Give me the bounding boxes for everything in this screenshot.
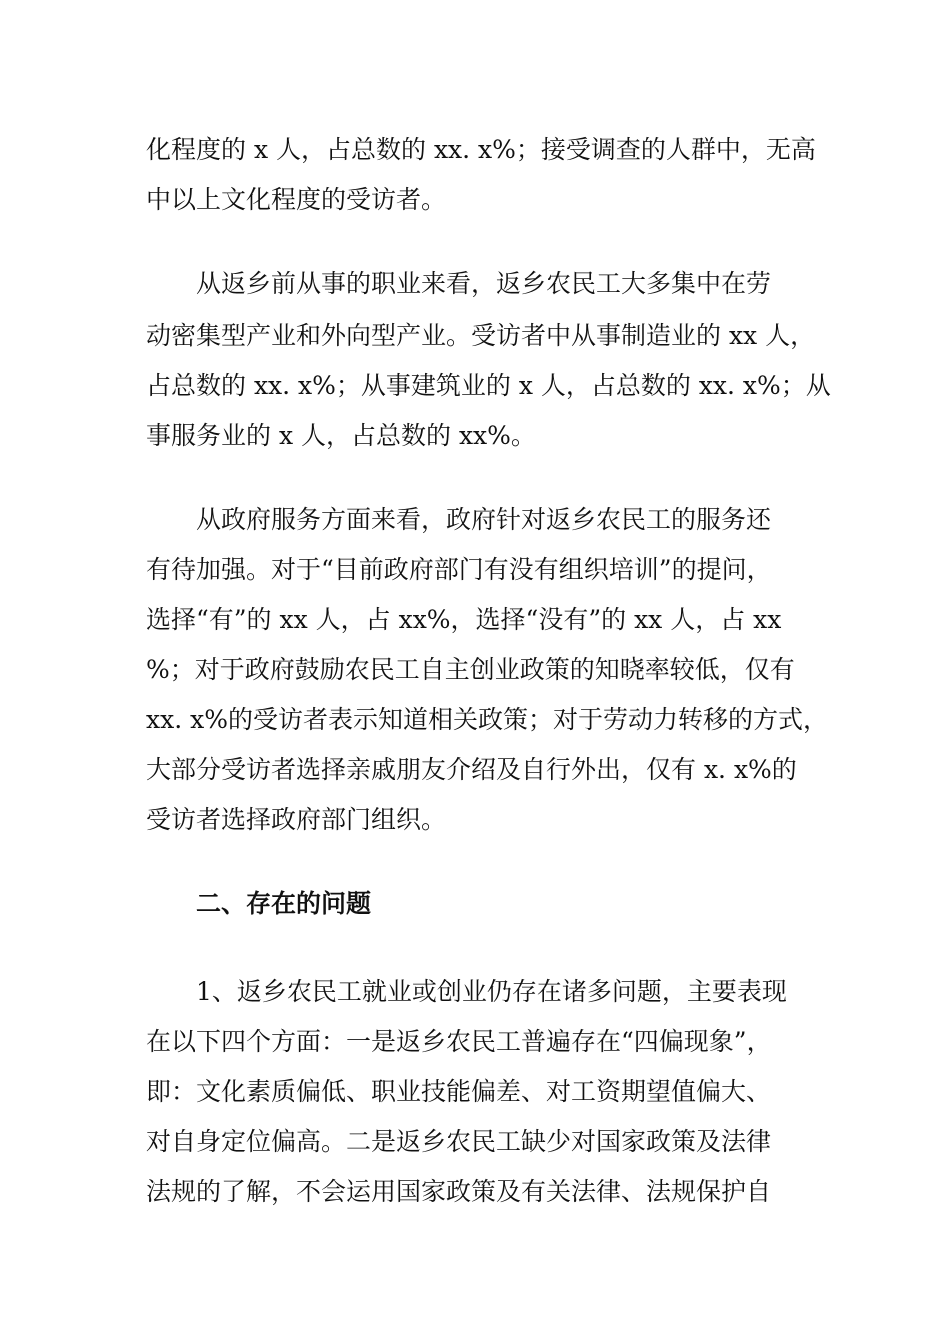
paragraph-3-line-5: xx. x%的受访者表示知道相关政策；对于劳动力转移的方式， [146,705,828,734]
paragraph-2-line-4: 事服务业的 x 人，占总数的 xx%。 [146,421,536,450]
paragraph-3-line-3: 选择“有”的 xx 人，占 xx%，选择“没有”的 xx 人，占 xx [146,605,782,634]
paragraph-4-line-3: 即：文化素质偏低、职业技能偏差、对工资期望值偏大、 [146,1077,772,1106]
section-heading: 二、存在的问题 [196,889,372,918]
paragraph-2-line-2: 动密集型产业和外向型产业。受访者中从事制造业的 xx 人， [146,321,816,350]
paragraph-4-line-1: 1、返乡农民工就业或创业仍存在诸多问题，主要表现 [196,977,787,1006]
paragraph-3-line-6: 大部分受访者选择亲戚朋友介绍及自行外出，仅有 x. x%的 [146,755,797,784]
paragraph-4-line-2: 在以下四个方面：一是返乡农民工普遍存在“四偏现象”， [146,1027,772,1056]
paragraph-2-line-1: 从返乡前从事的职业来看，返乡农民工大多集中在劳 [196,269,772,298]
paragraph-4-line-4: 对自身定位偏高。二是返乡农民工缺少对国家政策及法律 [146,1127,772,1156]
paragraph-3-line-2: 有待加强。对于“目前政府部门有没有组织培训”的提问， [146,555,772,584]
paragraph-3-line-4: %；对于政府鼓励农民工自主创业政策的知晓率较低，仅有 [146,655,795,684]
paragraph-1-line-2: 中以上文化程度的受访者。 [146,185,447,214]
paragraph-3-line-1: 从政府服务方面来看，政府针对返乡农民工的服务还 [196,505,772,534]
paragraph-3-line-7: 受访者选择政府部门组织。 [146,805,447,834]
paragraph-1-line-1: 化程度的 x 人，占总数的 xx. x%；接受调查的人群中，无高 [146,135,816,164]
paragraph-4-line-5: 法规的了解，不会运用国家政策及有关法律、法规保护自 [146,1177,772,1206]
paragraph-2-line-3: 占总数的 xx. x%；从事建筑业的 x 人，占总数的 xx. x%；从 [146,371,831,400]
